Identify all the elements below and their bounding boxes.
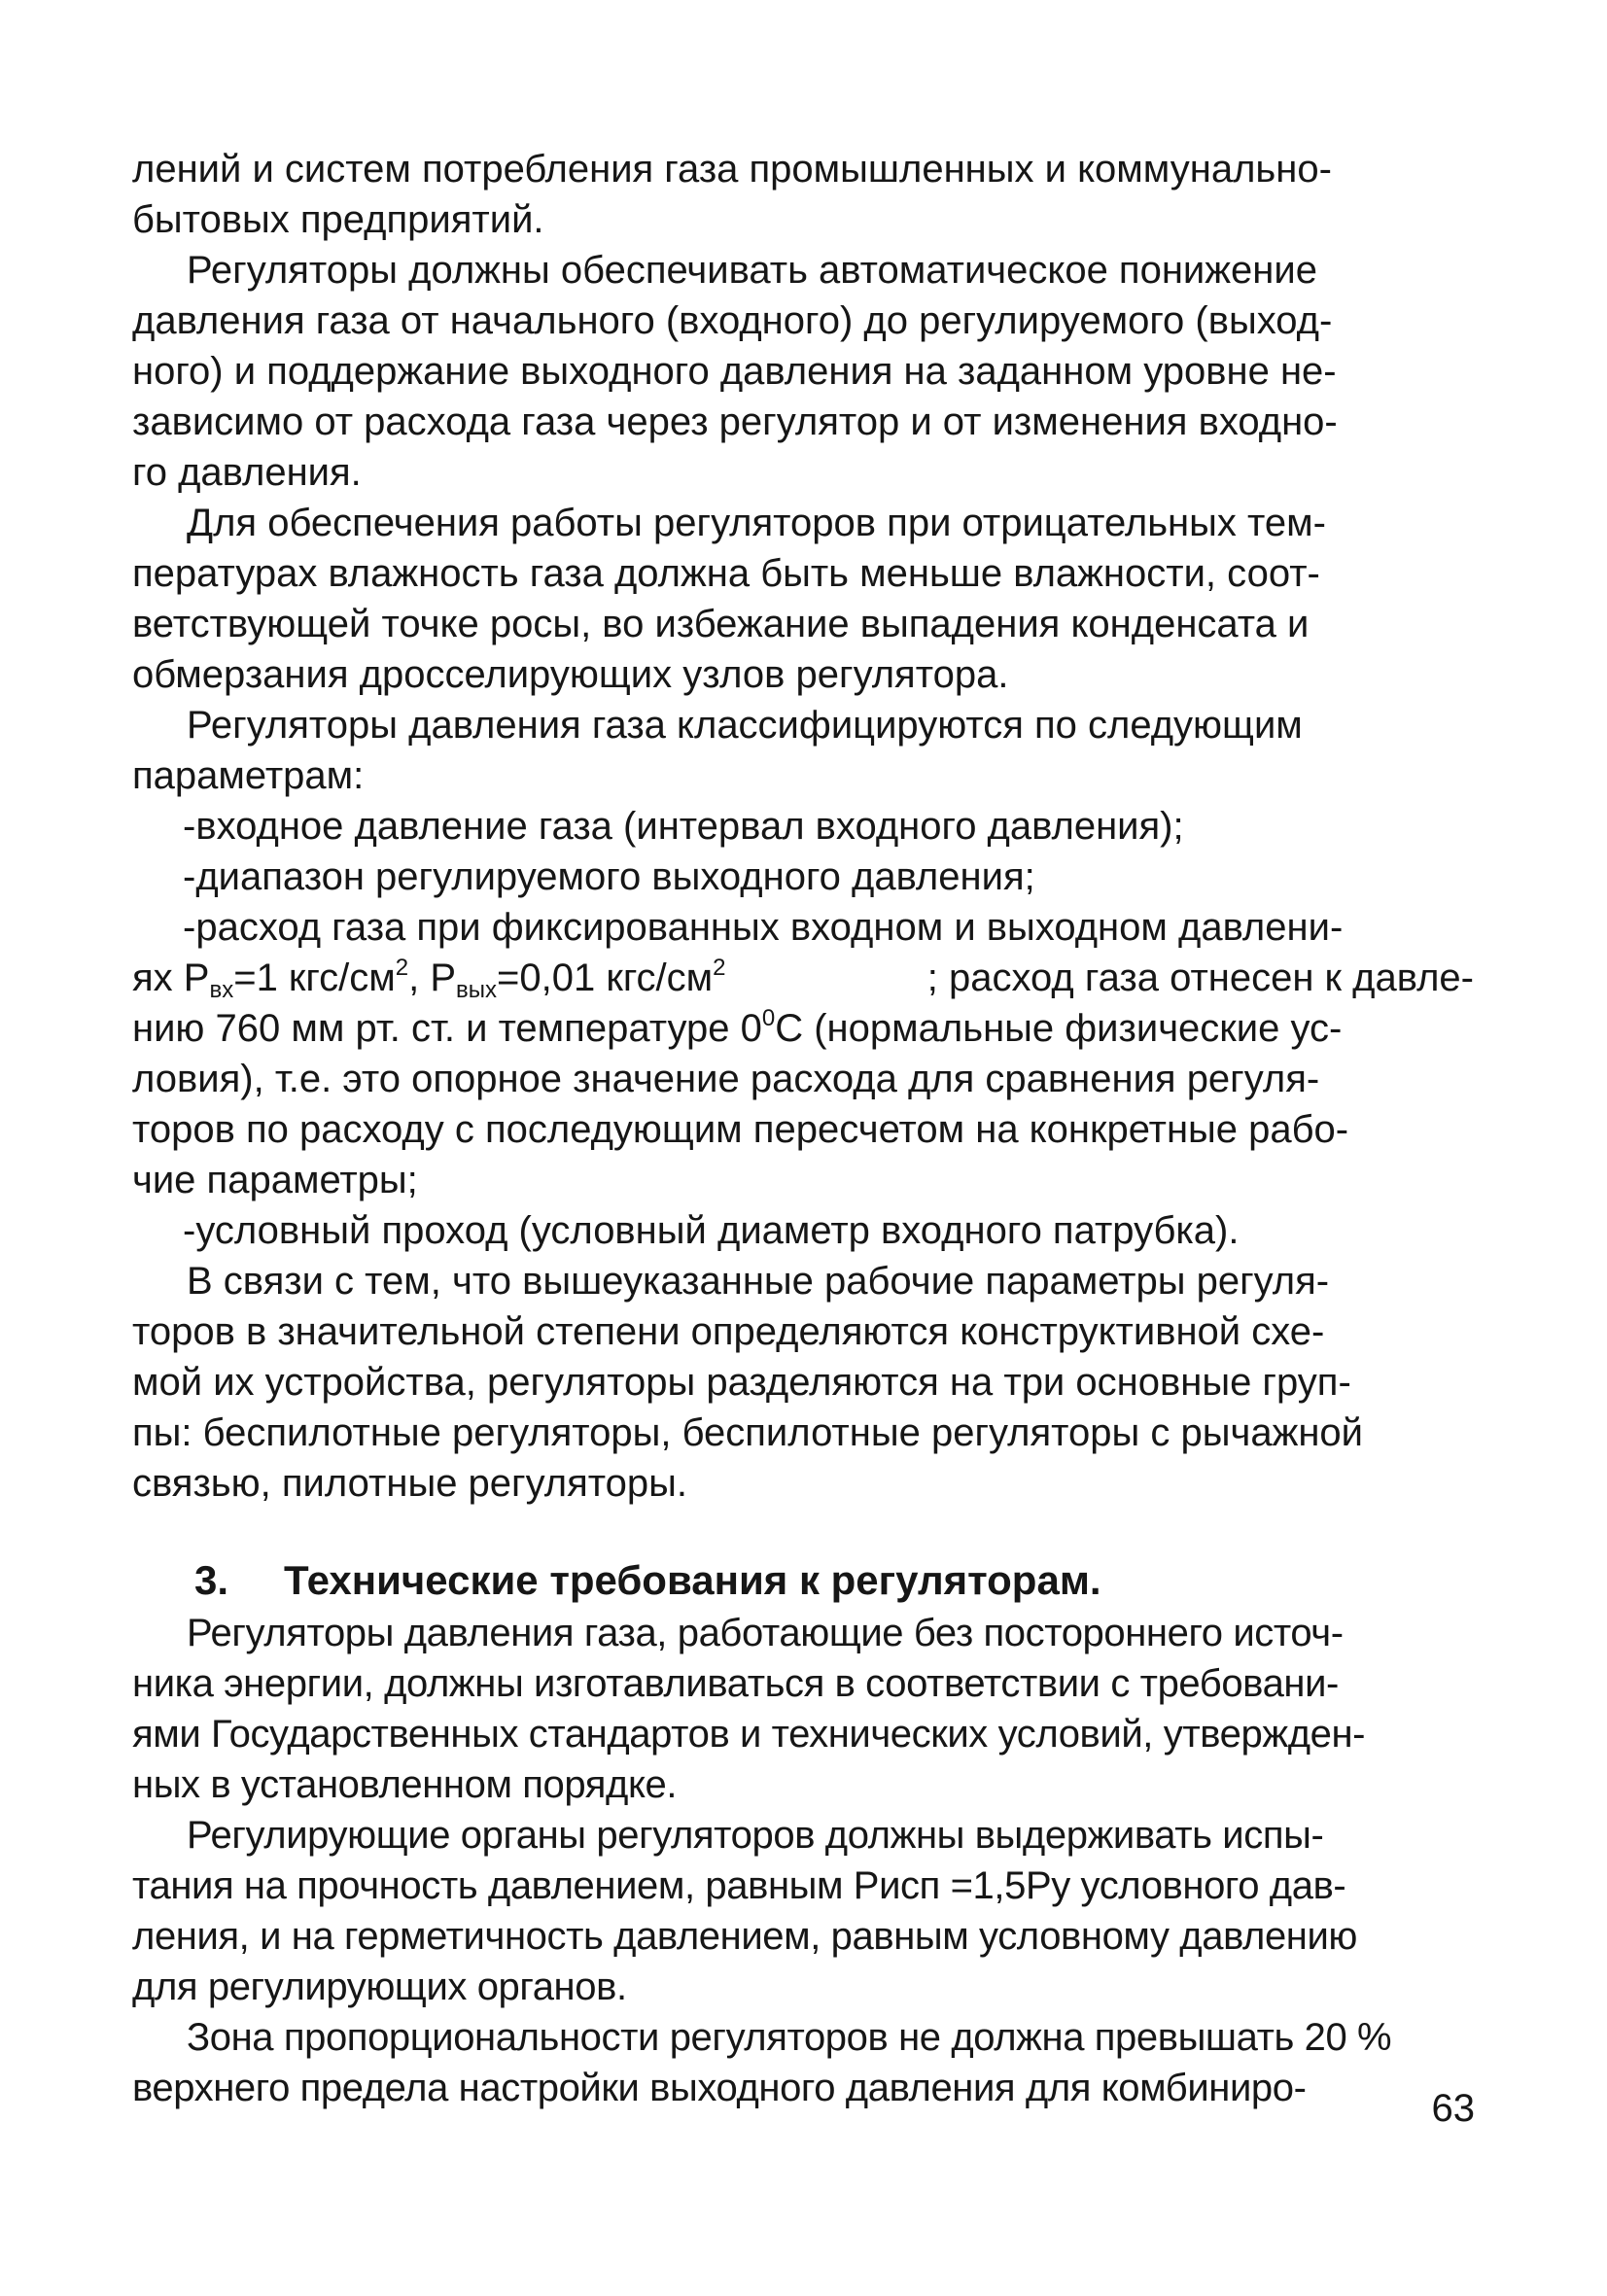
text-line: пературах влажность газа должна быть меньше влажности, соот- (132, 552, 1320, 595)
text-line: тания на прочность давлением, равным Рисп =1,5Ру условного дав- (132, 1864, 1346, 1907)
text-line: ловия), т.е. это опорное значение расхода для сравнения регуля- (132, 1058, 1320, 1100)
text-line: давления газа от начального (входного) до регулируемого (выход- (132, 299, 1333, 342)
text-line: торов в значительной степени определяются конструктивной схе- (132, 1310, 1325, 1353)
paragraph-first-line: Регулирующие органы регуляторов должны выдерживать испы- (187, 1814, 1324, 1857)
section-body (132, 1608, 1474, 2113)
section-spacer (132, 1509, 1474, 1553)
text-line: обмерзания дросселирующих узлов регулятора. (132, 653, 1009, 696)
text-line: чие параметры; (132, 1159, 418, 1201)
text-line: мой их устройства, регуляторы разделяются на три основные груп- (132, 1361, 1351, 1404)
paragraph-first-line: В связи с тем, что вышеуказанные рабочие параметры регуля- (187, 1260, 1330, 1303)
formula-part: нию 760 мм рт. ст. и температуре $0^0С$ (нормальные физические ус- (132, 1005, 1343, 1050)
page-body (132, 144, 1474, 2113)
text-line: зависимо от расхода газа через регулятор и от изменения входно- (132, 400, 1338, 443)
formula-tail: ; расход газа отнесен к давле- (926, 957, 1474, 999)
text-line: верхнего предела настройки выходного давления для комбиниро- (132, 2067, 1307, 2109)
text-line: го давления. (132, 451, 362, 494)
paragraph-first-line: Регуляторы должны обеспечивать автоматическое понижение (187, 249, 1317, 292)
list-item: -расход газа при фиксированных входном и выходном давлени- (183, 906, 1344, 949)
paragraph-first-line: Зона пропорциональности регуляторов не должна превышать 20 % (187, 2016, 1392, 2059)
text-line: связью, пилотные регуляторы. (132, 1462, 687, 1505)
text-line: торов по расходу с последующим пересчетом на конкретные рабо- (132, 1108, 1349, 1151)
formula-part: ях $Р_{вх}=1$ кгс/$см^2$, $Р_{вых}=0,01$ кгс/$см^2$ (132, 955, 726, 1003)
list-item: -диапазон регулируемого выходного давления; (183, 855, 1035, 898)
list-item: -входное давление газа (интервал входного давления); (183, 805, 1184, 848)
section-title: Технические требования к регуляторам. (284, 1557, 1101, 1603)
text-line: бытовых предприятий. (132, 198, 544, 241)
text-line: ями Государственных стандартов и технических условий, утвержден- (132, 1713, 1366, 1756)
text-line: ного) и поддержание выходного давления на заданном уровне не- (132, 350, 1337, 393)
section-number: 3. (194, 1557, 229, 1603)
text-line: параметрам: (132, 754, 365, 797)
formula-line (132, 1003, 1474, 1054)
paragraph-first-line: Для обеспечения работы регуляторов при отрицательных тем- (187, 502, 1326, 544)
text-line: пы: беспилотные регуляторы, беспилотные регуляторы с рычажной (132, 1411, 1364, 1454)
text-line: лений и систем потребления газа промышленных и коммунально- (132, 148, 1332, 191)
text-line: ветствующей точке росы, во избежание выпадения конденсата и (132, 603, 1310, 645)
formula-line (132, 953, 1474, 1003)
section-heading (132, 1553, 1474, 1608)
list-item: -условный проход (условный диаметр входного патрубка). (183, 1209, 1240, 1252)
paragraph-first-line: Регуляторы давления газа, работающие без постороннего источ- (187, 1612, 1344, 1654)
text-line: ника энергии, должны изготавливаться в соответствии с требовани- (132, 1662, 1339, 1705)
paragraph-first-line: Регуляторы давления газа классифицируются по следующим (187, 704, 1303, 747)
text-line: ления, и на герметичность давлением, равным условному давлению (132, 1915, 1358, 1958)
text-line: для регулирующих органов. (132, 1966, 627, 2008)
text-line: ных в установленном порядке. (132, 1763, 678, 1806)
page-number: 63 (1431, 2087, 1475, 2130)
